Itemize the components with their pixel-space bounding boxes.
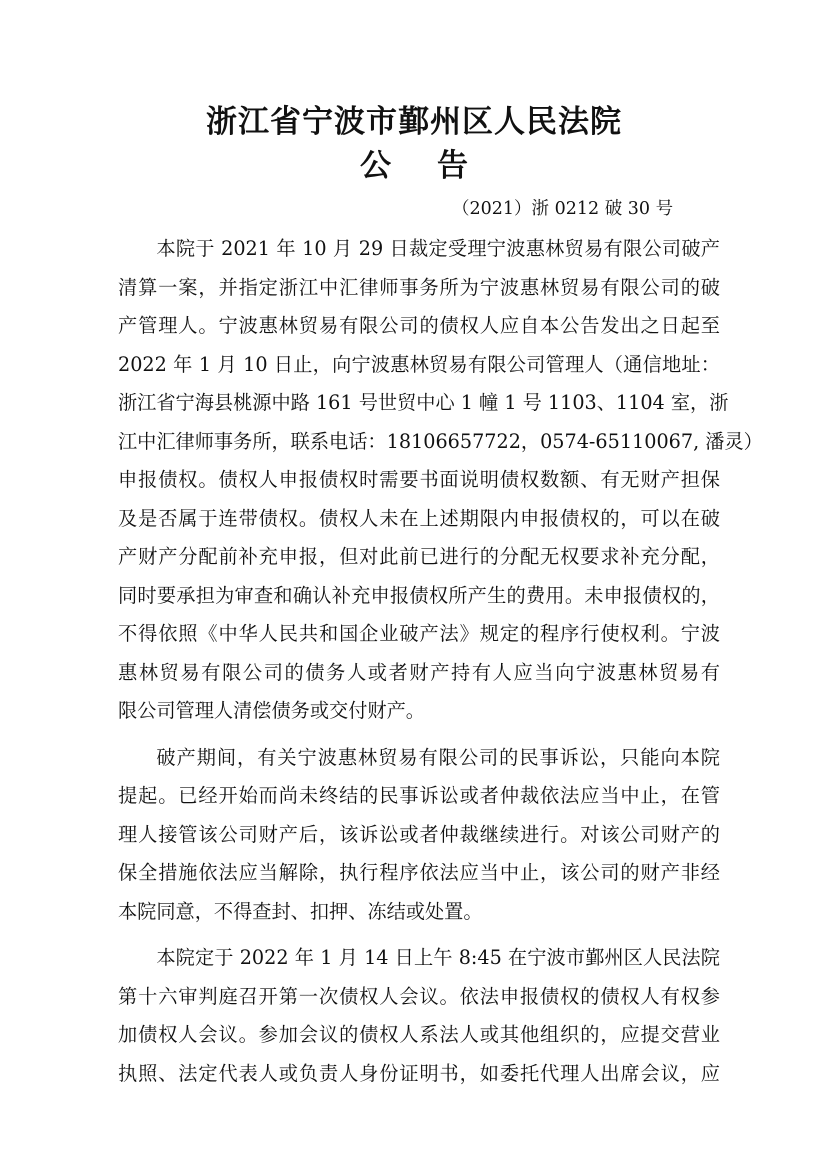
text-line: 提起。已经开始而尚未终结的民事诉讼或者仲裁依法应当中止，在管 [118, 784, 720, 807]
text-line: 本院于 2021 年 10 月 29 日裁定受理宁波惠林贸易有限公司破产 [156, 237, 720, 260]
text-line: 同时要承担为审查和确认补充申报债权所产生的费用。未申报债权的， [118, 583, 720, 607]
text-line: 第十六审判庭召开第一次债权人会议。依法申报债权的债权人有权参 [118, 984, 720, 1008]
text-line: 破产期间，有关宁波惠林贸易有限公司的民事诉讼，只能向本院 [156, 745, 720, 769]
court-name: 浙江省宁波市鄞州区人民法院 [206, 104, 622, 140]
text-line: 限公司管理人清偿债务或交付财产。 [118, 699, 425, 722]
text-line: 惠林贸易有限公司的债务人或者财产持有人应当向宁波惠林贸易有 [118, 660, 720, 684]
paragraph-3 [118, 939, 720, 1093]
text-line: 及是否属于连带债权。债权人未在上述期限内申报债权的，可以在破 [118, 506, 720, 530]
text-line: 产管理人。宁波惠林贸易有限公司的债权人应自本公告发出之日起至 [118, 314, 720, 337]
text-line: 执照、法定代表人或负责人身份证明书，如委托代理人出席会议，应 [118, 1061, 720, 1085]
case-number: （2021）浙 0212 破 30 号 [452, 199, 674, 219]
text-line: 不得依照《中华人民共和国企业破产法》规定的程序行使权利。宁波 [118, 622, 720, 645]
text-line: 产财产分配前补充申报，但对此前已进行的分配无权要求补充分配， [118, 545, 720, 568]
title-char-2: 告 [437, 148, 468, 184]
paragraph-2 [118, 739, 720, 932]
text-line: 申报债权。债权人申报债权时需要书面说明债权数额、有无财产担保 [118, 468, 720, 491]
notice-title [0, 144, 828, 188]
text-line: 江中汇律师事务所，联系电话：18106657722，0574-65110067, 潘灵） [118, 429, 763, 453]
text-line: 浙江省宁海县桃源中路 161 号世贸中心 1 幢 1 号 1103、1104 室，浙 [118, 391, 729, 414]
text-line: 本院定于 2022 年 1 月 14 日上午 8:45 在宁波市鄞州区人民法院 [156, 946, 720, 969]
text-line: 清算一案，并指定浙江中汇律师事务所为宁波惠林贸易有限公司的破 [118, 275, 720, 299]
text-line: 本院同意，不得查封、扣押、冻结或处置。 [118, 899, 483, 923]
text-line: 2022 年 1 月 10 日止，向宁波惠林贸易有限公司管理人（通信地址： [118, 352, 720, 376]
title-char-1: 公 [360, 148, 391, 184]
text-line: 理人接管该公司财产后，该诉讼或者仲裁继续进行。对该公司财产的 [118, 822, 720, 846]
text-line: 保全措施依法应当解除，执行程序依法应当中止，该公司的财产非经 [118, 861, 720, 884]
text-line: 加债权人会议。参加会议的债权人系法人或其他组织的，应提交营业 [118, 1023, 720, 1046]
notice-body [118, 230, 763, 1093]
paragraph-1 [118, 230, 763, 731]
